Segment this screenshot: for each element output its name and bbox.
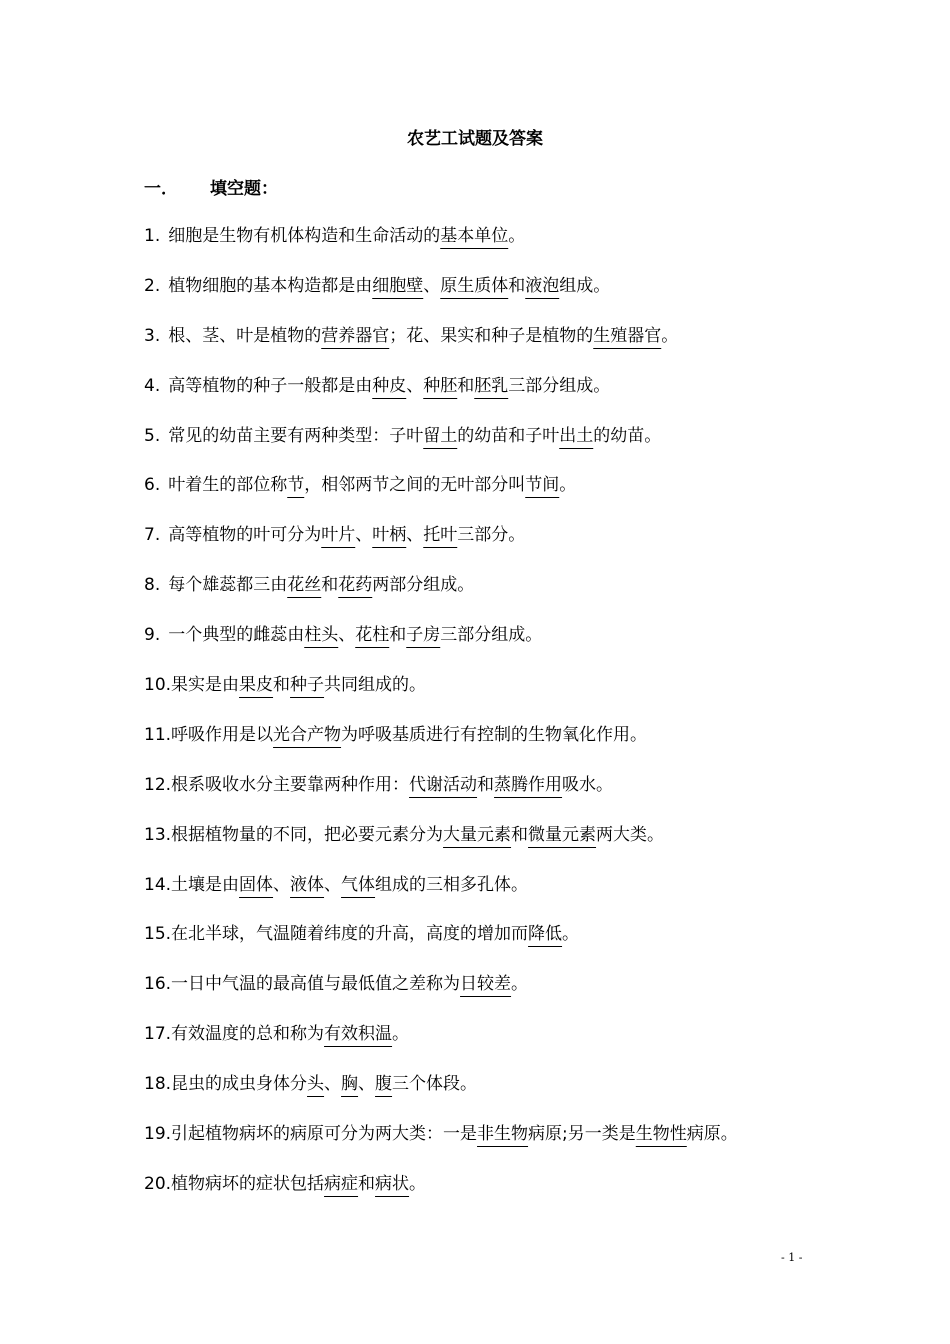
answer-blank: 微量元素 [528, 824, 597, 845]
question-text: 和 [477, 774, 495, 795]
section-number: 一． [144, 179, 178, 199]
question-number: 9. [144, 625, 161, 646]
answer-blank: 光合产物 [273, 724, 342, 745]
question-text: 三部分。 [457, 525, 526, 546]
answer-blank: 病症 [324, 1173, 359, 1194]
question-item [144, 471, 824, 521]
question-text: 根系吸收水分主要靠两种作用： [171, 774, 410, 795]
answer-blank: 叶柄 [372, 525, 407, 546]
page-title: 农艺工试题及答案 [407, 129, 543, 149]
question-text: ，相邻两节之间的无叶部分叫 [304, 475, 526, 496]
question-item [144, 322, 824, 372]
answer-blank: 固体 [239, 874, 274, 895]
question-number: 5. [144, 425, 161, 446]
question-text: 根、茎、叶是植物的 [168, 325, 322, 346]
answer-blank: 种子 [290, 675, 325, 696]
answer-blank: 病状 [375, 1173, 410, 1194]
question-text: 三部分组成。 [440, 625, 543, 646]
question-text: 在北半球，气温随着纬度的升高，高度的增加而 [171, 924, 529, 945]
question-text: 、 [273, 874, 291, 895]
question-text: 植物病坏的症状包括 [171, 1173, 325, 1194]
answer-blank: 留土 [423, 425, 458, 446]
answer-blank: 头 [307, 1074, 325, 1095]
question-number: 19. [144, 1124, 172, 1145]
question-text: 吸水。 [562, 774, 614, 795]
section-heading [144, 174, 278, 199]
question-text: 两大类。 [596, 824, 665, 845]
question-text: 常见的幼苗主要有两种类型：子叶 [168, 425, 424, 446]
question-item [144, 422, 824, 472]
question-text: 和 [511, 824, 529, 845]
question-text: 的幼苗。 [593, 425, 662, 446]
question-text: 植物细胞的基本构造都是由 [168, 275, 373, 296]
question-text: 土壤是由 [171, 874, 240, 895]
question-item [144, 1020, 824, 1070]
answer-blank: 降低 [528, 924, 563, 945]
question-item [144, 222, 824, 272]
answer-blank: 花丝 [287, 575, 322, 596]
answer-blank: 生物性 [635, 1124, 687, 1145]
question-number: 2. [144, 275, 161, 296]
question-text: 细胞是生物有机体构造和生命活动的 [168, 226, 441, 246]
question-text: 病原。 [686, 1124, 738, 1145]
question-number: 20. [144, 1173, 172, 1194]
question-item [144, 821, 824, 871]
question-number: 7. [144, 525, 161, 546]
question-text: 两部分组成。 [372, 575, 475, 596]
question-text: 叶着生的部位称 [168, 475, 288, 496]
answer-blank: 生殖器官 [593, 325, 662, 346]
question-item [144, 721, 824, 771]
question-number: 3. [144, 325, 161, 346]
question-number: 15. [144, 924, 172, 945]
page-number: - 1 - [781, 1251, 803, 1264]
question-text: 的幼苗和子叶 [457, 425, 560, 446]
question-item [144, 521, 824, 571]
answer-blank: 果皮 [239, 675, 274, 696]
question-item [144, 970, 824, 1020]
question-text: 。 [511, 974, 529, 995]
answer-blank: 非生物 [477, 1124, 529, 1145]
question-text: 和 [508, 275, 526, 296]
question-text: 和 [358, 1173, 376, 1194]
answer-blank: 胸 [341, 1074, 359, 1095]
question-item [144, 771, 824, 821]
answer-blank: 种胚 [423, 375, 458, 396]
answer-blank: 叶片 [321, 525, 356, 546]
question-text: 。 [661, 325, 679, 346]
question-text: 、 [358, 1074, 376, 1095]
answer-blank: 液泡 [525, 275, 560, 296]
answer-blank: 出土 [559, 425, 594, 446]
question-text: 、 [324, 874, 342, 895]
question-number: 6. [144, 475, 161, 496]
question-text: ；花、果实和种子是植物的 [389, 325, 594, 346]
question-text: 。 [562, 924, 580, 945]
question-item [144, 621, 824, 671]
question-text: 引起植物病坏的病原可分为两大类：一是 [171, 1124, 478, 1145]
answer-blank: 基本单位 [440, 226, 509, 246]
question-item [144, 671, 824, 721]
question-text: 每个雄蕊都三由 [168, 575, 288, 596]
question-text: 有效温度的总和称为 [171, 1024, 325, 1045]
question-number: 8. [144, 575, 161, 596]
answer-blank: 花柱 [355, 625, 390, 646]
question-text: 根据植物量的不同，把必要元素分为 [171, 824, 444, 845]
question-text: 果实是由 [171, 675, 240, 696]
question-text: 。 [508, 226, 526, 246]
answer-blank: 胚乳 [474, 375, 509, 396]
question-text: 和 [273, 675, 291, 696]
answer-blank: 代谢活动 [409, 774, 478, 795]
answer-blank: 液体 [290, 874, 325, 895]
question-text: 和 [321, 575, 339, 596]
answer-blank: 托叶 [423, 525, 458, 546]
answer-blank: 气体 [341, 874, 376, 895]
question-number: 14. [144, 874, 172, 895]
question-text: 、 [338, 625, 356, 646]
question-item [144, 1070, 824, 1120]
question-text: 昆虫的成虫身体分 [171, 1074, 308, 1095]
section-title: 填空题： [210, 179, 278, 199]
answer-blank: 原生质体 [440, 275, 509, 296]
answer-blank: 柱头 [304, 625, 339, 646]
question-number: 4. [144, 375, 161, 396]
question-text: 为呼吸基质进行有控制的生物氧化作用。 [341, 724, 648, 745]
question-item [144, 272, 824, 322]
question-item [144, 920, 824, 970]
answer-blank: 子房 [406, 625, 441, 646]
question-item [144, 372, 824, 422]
question-text: 。 [392, 1024, 410, 1045]
question-text: 高等植物的叶可分为 [168, 525, 322, 546]
question-text: 高等植物的种子一般都是由 [168, 375, 373, 396]
question-number: 16. [144, 974, 172, 995]
question-text: 。 [559, 475, 577, 496]
question-text: 、 [406, 375, 424, 396]
question-number: 13. [144, 824, 172, 845]
question-text: 病原;另一类是 [528, 1124, 636, 1145]
answer-blank: 节间 [525, 475, 560, 496]
question-text: 共同组成的。 [324, 675, 427, 696]
question-text: 一日中气温的最高值与最低值之差称为 [171, 974, 461, 995]
answer-blank: 大量元素 [443, 824, 512, 845]
answer-blank: 细胞壁 [372, 275, 424, 296]
answer-blank: 腹 [375, 1074, 393, 1095]
question-text: 、 [355, 525, 373, 546]
question-number: 12. [144, 774, 172, 795]
question-text: 。 [409, 1173, 427, 1194]
answer-blank: 种皮 [372, 375, 407, 396]
answer-blank: 有效积温 [324, 1024, 393, 1045]
question-text: 、 [324, 1074, 342, 1095]
question-number: 10. [144, 675, 172, 696]
question-list [144, 222, 824, 1220]
question-number: 11. [144, 724, 172, 745]
question-text: 三个体段。 [392, 1074, 478, 1095]
answer-blank: 营养器官 [321, 325, 390, 346]
question-text: 呼吸作用是以 [171, 724, 274, 745]
question-item [144, 571, 824, 621]
answer-blank: 日较差 [460, 974, 512, 995]
question-text: 组成的三相多孔体。 [375, 874, 529, 895]
answer-blank: 节 [287, 475, 305, 496]
question-item [144, 871, 824, 921]
question-number: 17. [144, 1024, 172, 1045]
question-text: 一个典型的雌蕊由 [168, 625, 305, 646]
question-number: 1. [144, 226, 161, 246]
question-text: 三部分组成。 [508, 375, 611, 396]
question-item [144, 1170, 824, 1220]
question-text: 、 [406, 525, 424, 546]
answer-blank: 蒸腾作用 [494, 774, 563, 795]
question-number: 18. [144, 1074, 172, 1095]
question-text: 和 [389, 625, 407, 646]
answer-blank: 花药 [338, 575, 373, 596]
question-text: 和 [457, 375, 475, 396]
question-item [144, 1120, 824, 1170]
question-text: 、 [423, 275, 441, 296]
question-text: 组成。 [559, 275, 611, 296]
